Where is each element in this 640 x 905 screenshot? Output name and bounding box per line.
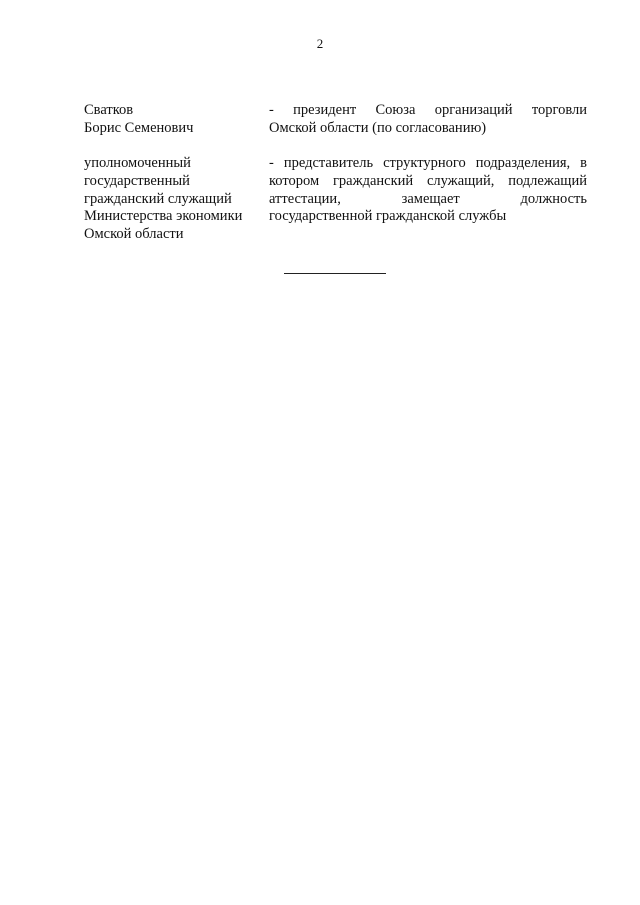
member-name-line: Сватков [84, 102, 134, 118]
end-divider [284, 273, 386, 274]
member-name [84, 155, 256, 244]
member-name-line: уполномоченный [84, 155, 191, 171]
member-description-line: - президент Союза организаций торговли [269, 102, 587, 118]
member-description [269, 102, 587, 138]
member-name-line: Министерства экономики [84, 208, 243, 225]
member-description-line: котором гражданский служащий, подлежащий [269, 172, 587, 189]
member-description [269, 155, 587, 226]
page-number: 2 [316, 36, 324, 51]
member-name-line: Борис Семенович [84, 119, 194, 136]
member-description-line: государственной гражданской службы [269, 208, 507, 225]
member-name-line: гражданский служащий [84, 190, 232, 207]
member-description-line: Омской области (по согласованию) [269, 119, 487, 136]
member-name-line: Омской области [84, 226, 184, 243]
member-name-line: государственный [84, 172, 190, 189]
member-description-line: аттестации, замещает должность [269, 190, 587, 207]
member-name [84, 102, 256, 138]
member-description-line: - представитель структурного подразделения, в [269, 155, 587, 171]
